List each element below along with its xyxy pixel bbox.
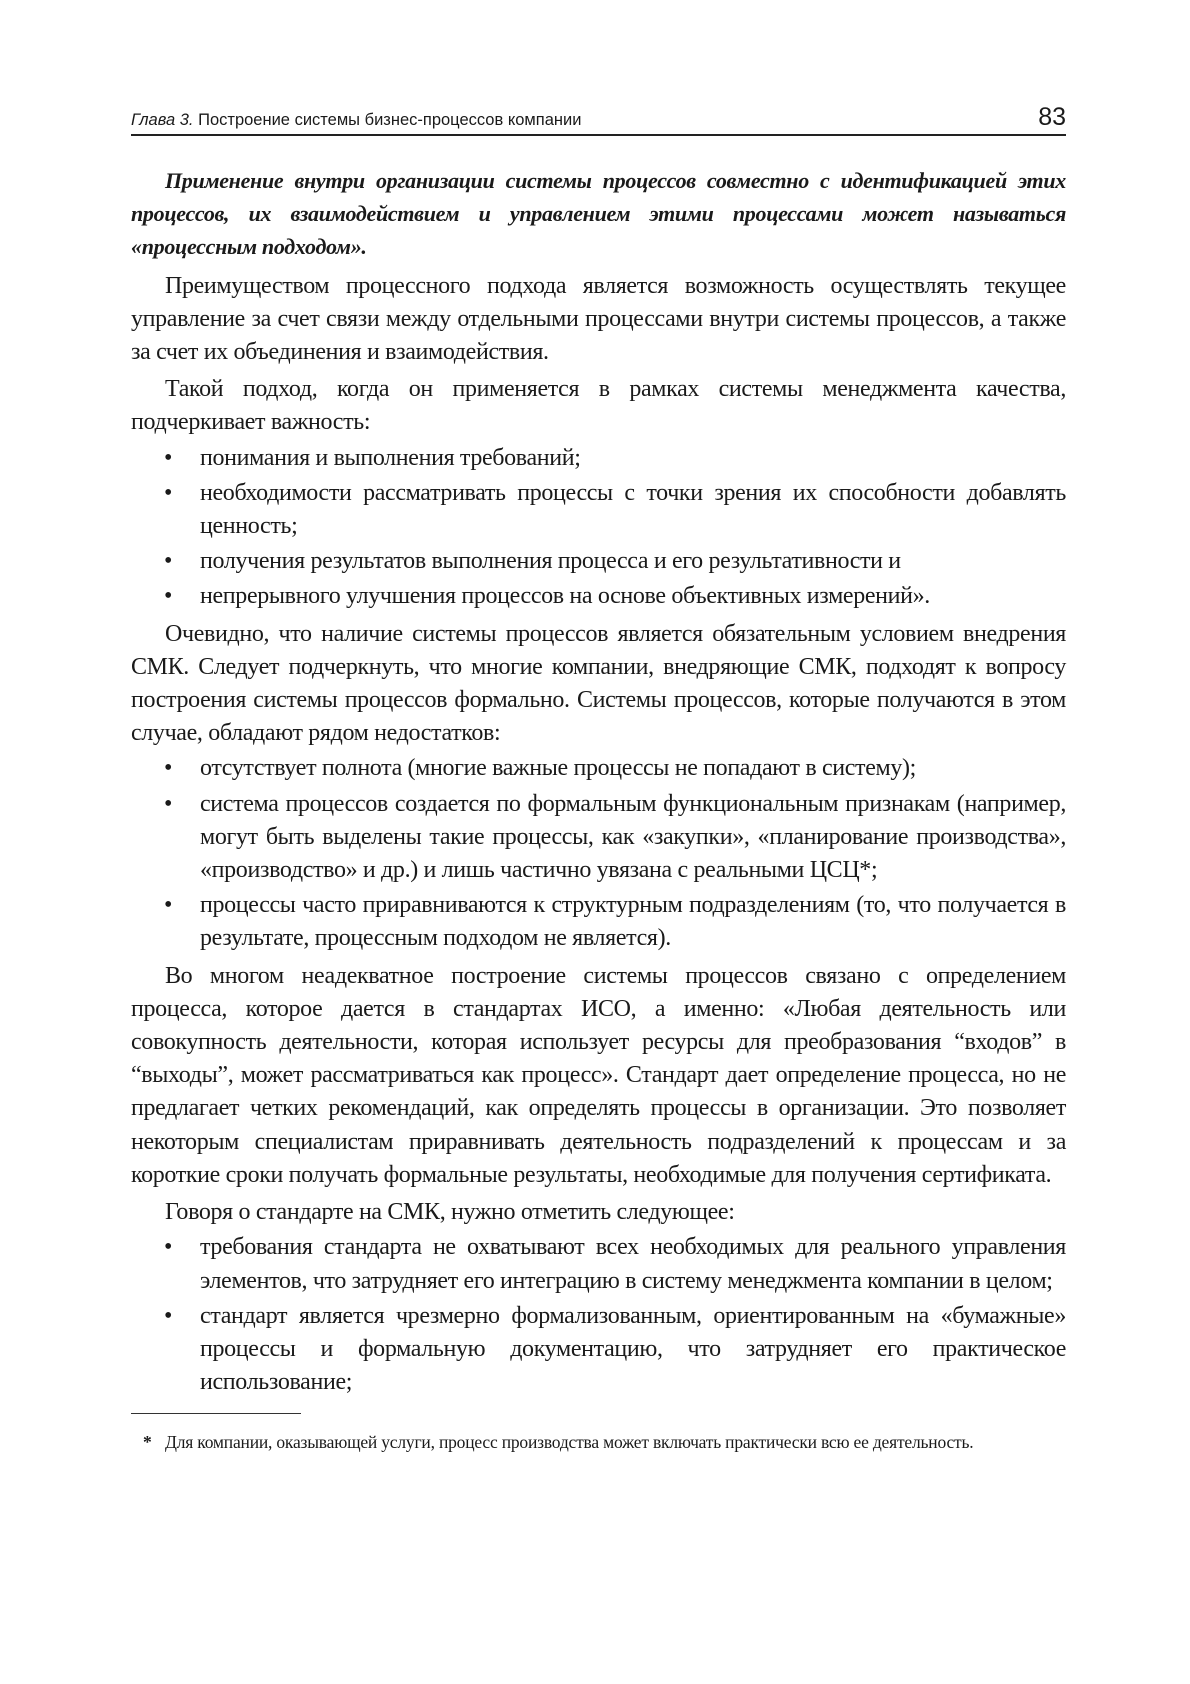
list-item-text: непрерывного улучшения процессов на основе объективных измерений». xyxy=(200,583,930,610)
list-item-text: отсутствует полнота (многие важные процессы не попадают в систему); xyxy=(200,755,916,782)
bullet-icon: • xyxy=(164,1302,173,1329)
list-item xyxy=(131,1231,1066,1297)
book-page xyxy=(131,100,1066,1454)
list-item xyxy=(131,1300,1066,1400)
page-body xyxy=(131,164,1066,1454)
intro-paragraph: Применение внутри организации системы процессов совместно с идентификацией этих процессов, их взаимодействием и управлением этими процессами может называться «процессным подходом». xyxy=(131,168,1066,260)
list-item xyxy=(131,889,1066,955)
bullet-icon: • xyxy=(164,444,173,471)
bullet-icon: • xyxy=(164,548,173,575)
footnote-divider xyxy=(131,1413,301,1414)
paragraph: Во многом неадекватное построение системы процессов связано с определением процесса, которое дается в стандартах ИСО, а именно: «Любая деятельность или совокупность деятельности, которая использует ресурсы для преобразования “входов” в “выходы”, может рассматриваться как процесс». Стандарт дает определение процесса, но не предлагает четких рекомендаций, как определять процессы в организации. Это позволяет некоторым специалистам приравнивать деятельность подразделений к процессам и за короткие сроки получать формальные результаты, необходимые для получения сертификата. xyxy=(131,962,1066,1188)
list-item xyxy=(131,788,1066,888)
list-item-text: получения результатов выполнения процесса и его результативности и xyxy=(200,548,901,575)
bullet-list xyxy=(131,442,1066,614)
running-header xyxy=(131,100,1066,136)
page-number: 83 xyxy=(1038,103,1066,131)
chapter-title: Построение системы бизнес-процессов компании xyxy=(198,111,582,129)
list-item-text: процессы часто приравниваются к структурным подразделениям (то, что получается в результате, процессным подходом не является). xyxy=(200,892,1066,952)
list-item xyxy=(131,477,1066,543)
list-item-text: требования стандарта не охватывают всех необходимых для реального управления элементов, что затрудняет его интеграцию в систему менеджмента компании в целом; xyxy=(200,1234,1066,1294)
list-item xyxy=(131,442,1066,475)
paragraph: Очевидно, что наличие системы процессов является обязательным условием внедрения СМК. Следует подчеркнуть, что многие компании, внедряющие СМК, подходят к вопросу построения системы процессов формально. Системы процессов, которые получаются в этом случае, обладают рядом недостатков: xyxy=(131,620,1066,747)
paragraph: Говоря о стандарте на СМК, нужно отметить следующее: xyxy=(165,1199,735,1226)
list-item xyxy=(131,580,1066,613)
list-item xyxy=(131,545,1066,578)
bullet-icon: • xyxy=(164,892,173,919)
bullet-list xyxy=(131,752,1066,955)
bullet-icon: • xyxy=(164,755,173,782)
list-item-text: необходимости рассматривать процессы с точки зрения их способности добавлять ценность; xyxy=(200,479,1066,540)
list-item-text: система процессов создается по формальным функциональным признакам (например, могут быть выделены такие процессы, как «закупки», «планирование производства», «производство» и др.) и лишь частично увязана с реальными ЦСЦ*; xyxy=(200,790,1066,884)
paragraph: Преимуществом процессного подхода является возможность осуществлять текущее управление за счет связи между отдельными процессами внутри системы процессов, а также за счет их объединения и взаимодействия. xyxy=(131,272,1066,366)
bullet-icon: • xyxy=(164,479,173,506)
list-item-text: понимания и выполнения требований; xyxy=(200,444,581,471)
paragraph: Такой подход, когда он применяется в рамках системы менеджмента качества, подчеркивает важность: xyxy=(131,376,1066,436)
footnote-text: Для компании, оказывающей услуги, процесс производства может включать практически всю ее деятельность. xyxy=(165,1432,974,1453)
list-item xyxy=(131,752,1066,785)
chapter-label: Глава 3. xyxy=(131,111,194,129)
bullet-list xyxy=(131,1231,1066,1399)
list-item-text: стандарт является чрезмерно формализованным, ориентированным на «бумажные» процессы и формальную документацию, что затрудняет его практическое использование; xyxy=(200,1302,1066,1396)
bullet-icon: • xyxy=(164,1234,173,1261)
bullet-icon: • xyxy=(164,790,173,817)
footnote xyxy=(131,1430,1066,1454)
running-title xyxy=(131,111,581,130)
footnote-mark: * xyxy=(143,1432,152,1453)
bullet-icon: • xyxy=(164,583,173,610)
